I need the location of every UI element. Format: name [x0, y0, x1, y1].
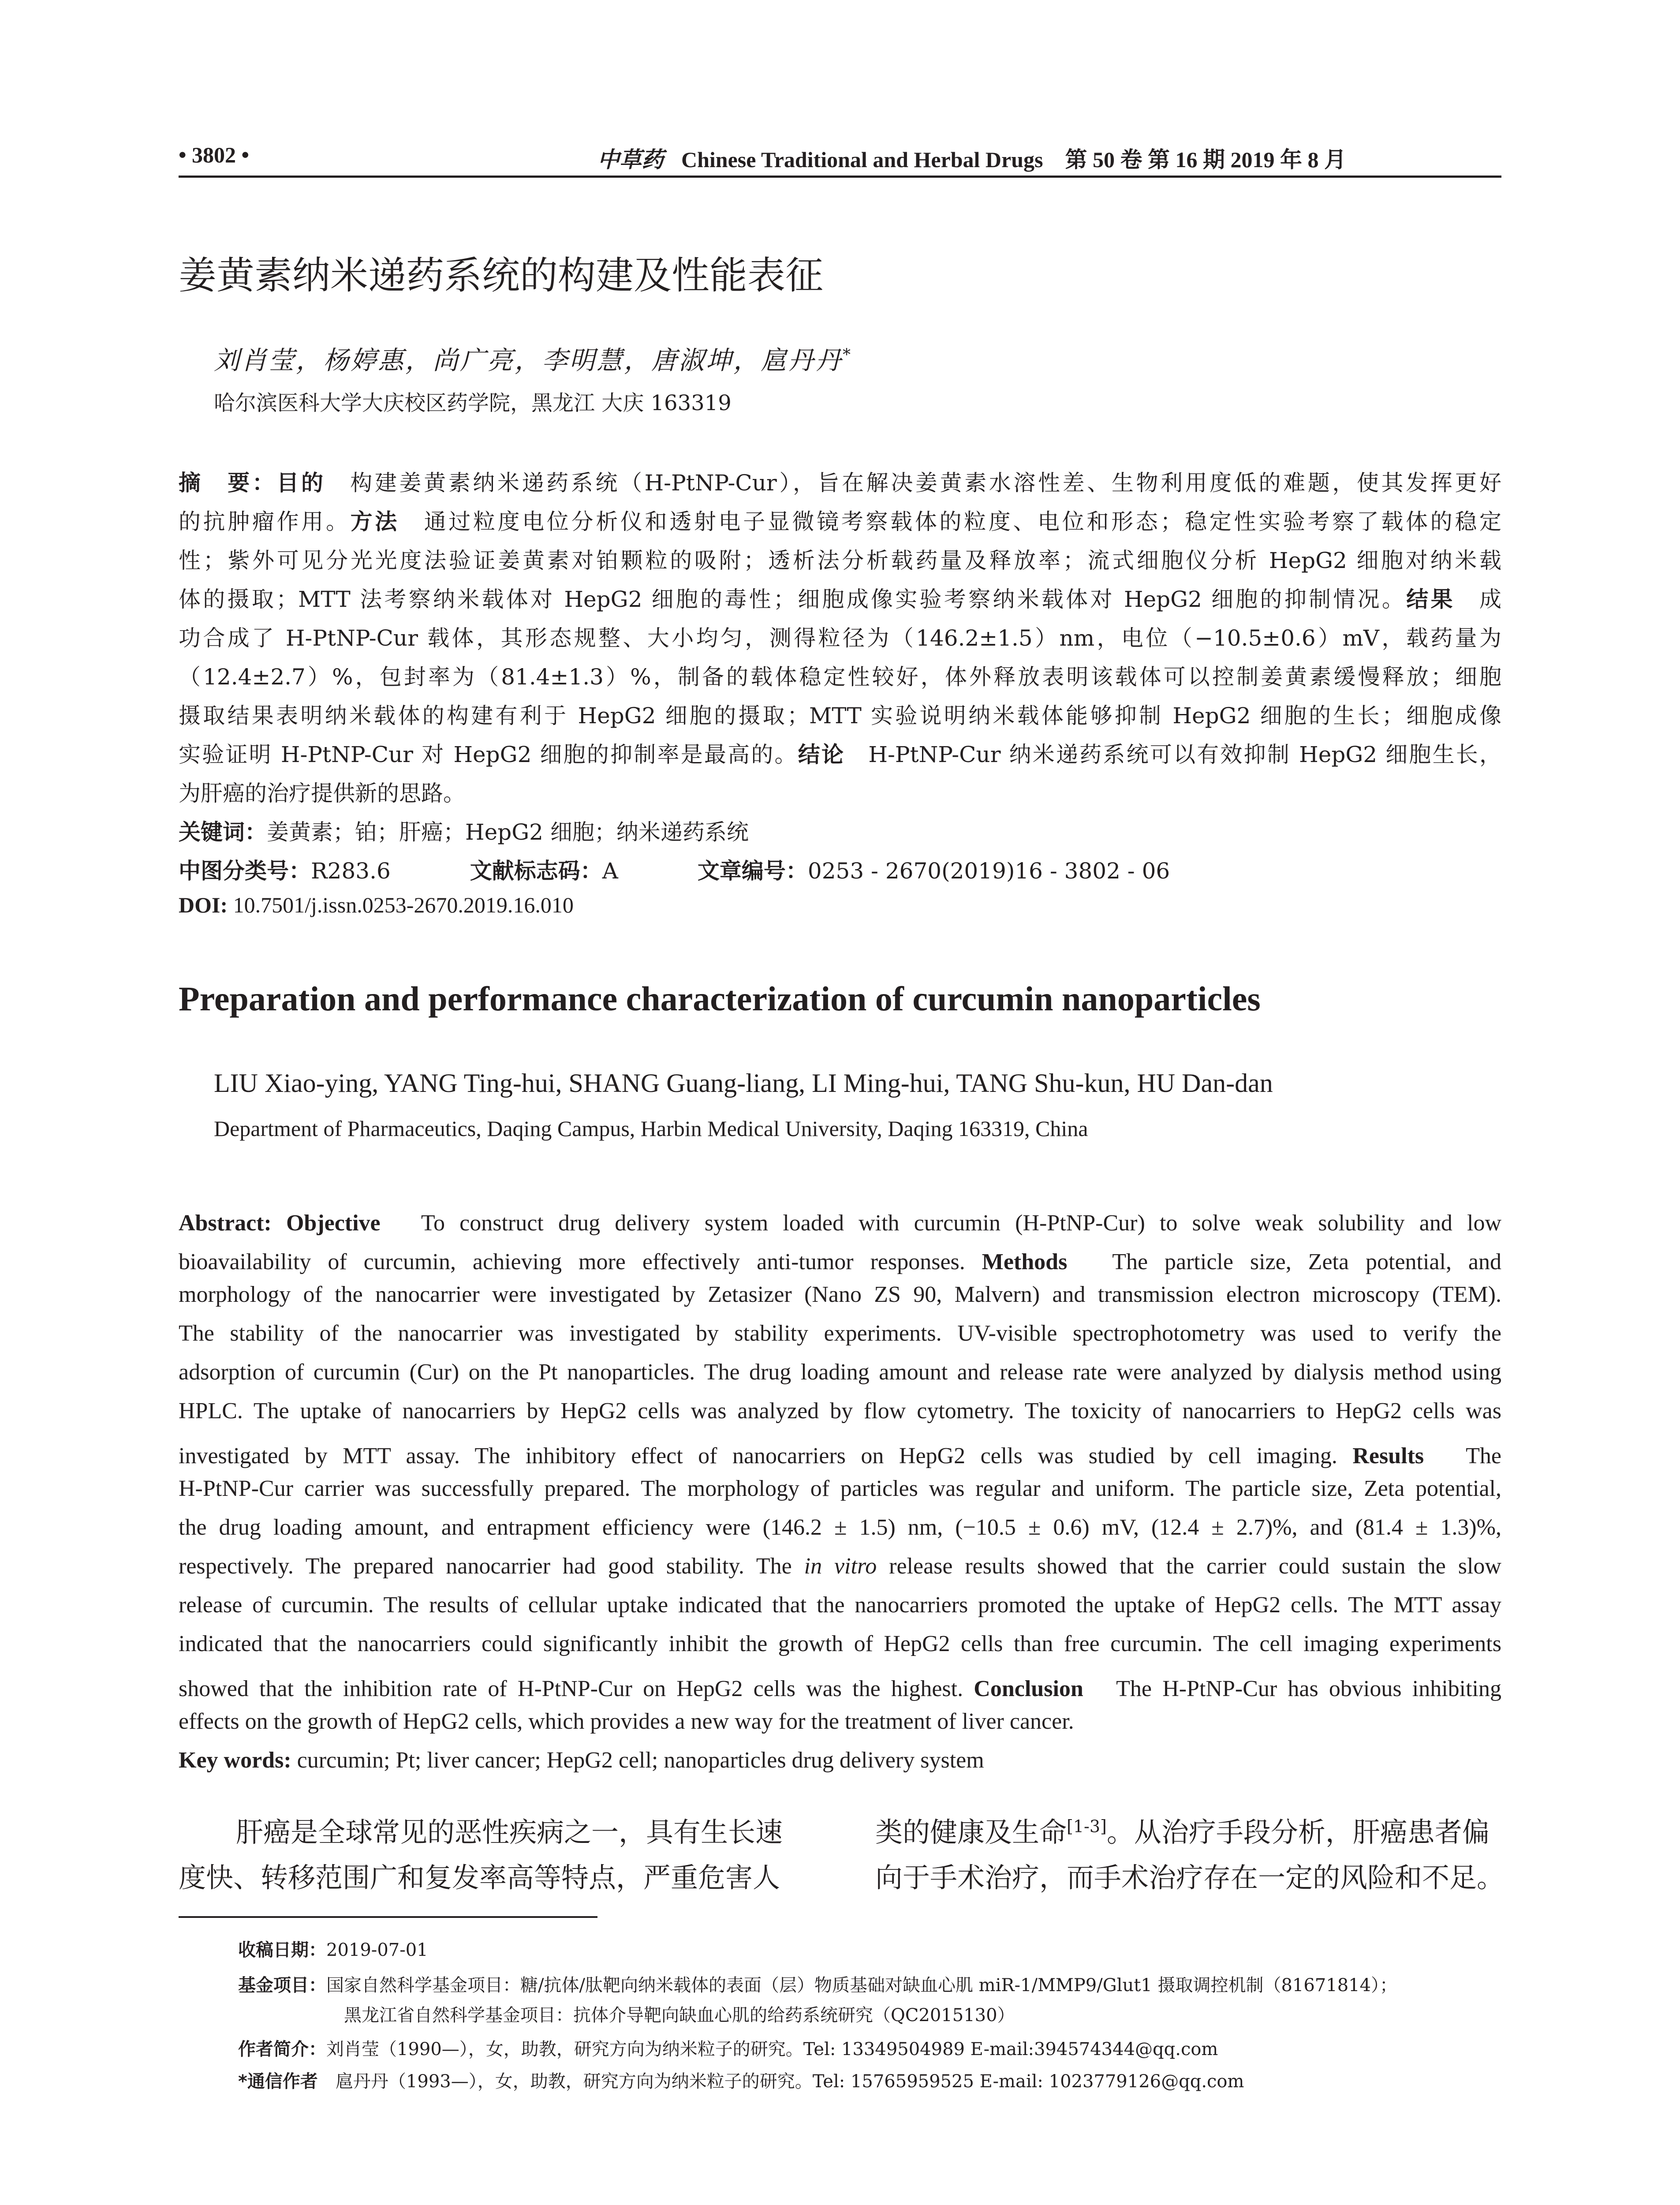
- footnote-received: 收稿日期：2019-07-01: [238, 1940, 428, 1960]
- corresponding-mark: *: [843, 346, 853, 364]
- abstract-en-line: bioavailability of curcumin, achieving more effectively anti-tumor responses. Methods The particle size, Zeta potential, and: [179, 1249, 1501, 1274]
- abstract-cn-line: 功合成了 H-PtNP-Cur 载体，其形态规整、大小均匀，测得粒径为（146.2±1.5）nm，电位（−10.5±0.6）mV，载药量为: [179, 625, 1501, 651]
- conclusion-label-cn: 结论: [798, 742, 845, 767]
- abstract-cn-line: 的抗肿瘤作用。方法 通过粒度电位分析仪和透射电子显微镜考察载体的粒度、电位和形态；稳定性实验考察了载体的稳定: [179, 509, 1502, 534]
- keywords-cn-label: 关键词：: [179, 819, 267, 845]
- classification-line: 中图分类号：R283.6 文献标志码：A 文章编号：0253 - 2670(2019)16 - 3802 - 06: [179, 858, 1170, 884]
- methods-label-cn: 方法: [350, 509, 399, 534]
- body-right-line: 类的健康及生命[1-3]。从治疗手段分析，肝癌患者偏: [875, 1816, 1490, 1848]
- body-left-line: 肝癌是全球常见的恶性疾病之一，具有生长速: [236, 1816, 783, 1848]
- body-left-line: 度快、转移范围广和复发率高等特点，严重危害人: [179, 1861, 780, 1894]
- abstract-en-line: H-PtNP-Cur carrier was successfully prepared. The morphology of particles was regular and uniform. The particle size, Zeta potential,: [179, 1476, 1501, 1501]
- abstract-cn-line: 为肝癌的治疗提供新的思路。: [179, 781, 465, 806]
- abstract-en-line: effects on the growth of HepG2 cells, which provides a new way for the treatment of liver cancer.: [179, 1709, 1074, 1734]
- abstract-en-line: The stability of the nanocarrier was investigated by stability experiments. UV-visible spectrophotometry was used to verify the: [179, 1321, 1501, 1346]
- body-right-line: 向于手术治疗，而手术治疗存在一定的风险和不足。: [875, 1861, 1505, 1894]
- running-header: [179, 132, 1501, 172]
- keywords-en: Key words: curcumin; Pt; liver cancer; HepG2 cell; nanoparticles drug delivery system: [179, 1748, 984, 1773]
- in-vitro-italic: in vitro: [804, 1554, 877, 1579]
- affiliation-cn: 哈尔滨医科大学大庆校区药学院，黑龙江 大庆 163319: [214, 391, 732, 415]
- abstract-en-line: investigated by MTT assay. The inhibitory effect of nanocarriers on HepG2 cells was studied by cell imaging. Results The: [179, 1443, 1501, 1469]
- results-label-en: Results: [1352, 1443, 1424, 1469]
- abstract-cn-line: （12.4±2.7）%，包封率为（81.4±1.3）%，制备的载体稳定性较好，体外释放表明该载体可以控制姜黄素缓慢释放；细胞: [179, 664, 1501, 690]
- affiliation-en: Department of Pharmaceutics, Daqing Campus, Harbin Medical University, Daqing 163319, China: [214, 1116, 1088, 1141]
- keywords-en-label: Key words:: [179, 1748, 291, 1773]
- abstract-en-line: showed that the inhibition rate of H-PtNP-Cur on HepG2 cells was the highest. Conclusion The H-PtNP-Cur has obvious inhibiting: [179, 1676, 1501, 1701]
- keywords-cn: 关键词：姜黄素；铂；肝癌；HepG2 细胞；纳米递药系统: [179, 819, 749, 845]
- journal-seal: 中草药: [597, 147, 664, 172]
- footnote-fund: 基金项目：国家自然科学基金项目：糖/抗体/肽靶向纳米载体的表面（层）物质基础对缺血心肌 miR-1/MMP9/Glut1 摄取调控机制（81671814）；: [238, 1975, 1398, 1996]
- authors-en: LIU Xiao-ying, YANG Ting-hui, SHANG Guang-liang, LI Ming-hui, TANG Shu-kun, HU Dan-dan: [214, 1069, 1273, 1098]
- abstract-cn-line: 摘 要：目的 构建姜黄素纳米递药系统（H-PtNP-Cur），旨在解决姜黄素水溶性差、生物利用度低的难题，使其发挥更好: [179, 470, 1501, 496]
- abstract-cn-line: 摄取结果表明纳米载体的构建有利于 HepG2 细胞的摄取；MTT 实验说明纳米载体能够抑制 HepG2 细胞的生长；细胞成像: [179, 703, 1501, 729]
- abstract-en-line: HPLC. The uptake of nanocarriers by HepG2 cells was analyzed by flow cytometry. The toxicity of nanocarriers to HepG2 cells was: [179, 1398, 1501, 1424]
- authors-cn-names: 刘肖莹，杨婷惠，尚广亮，李明慧，唐淑坤，扈丹丹: [214, 345, 843, 375]
- page-number: • 3802 •: [179, 142, 250, 167]
- abstract-cn-line: 体的摄取；MTT 法考察纳米载体对 HepG2 细胞的毒性；细胞成像实验考察纳米载体对 HepG2 细胞的抑制情况。结果 成: [179, 587, 1502, 612]
- abstract-en-label: Abstract:: [179, 1211, 272, 1236]
- abstract-en-line: Abstract: Objective To construct drug delivery system loaded with curcumin (H-PtNP-Cur) to solve weak solubility and low: [179, 1211, 1501, 1236]
- abstract-en-line: respectively. The prepared nanocarrier had good stability. The in vitro release results showed that the carrier could sustain the slow: [179, 1554, 1501, 1579]
- abstract-en-line: adsorption of curcumin (Cur) on the Pt nanoparticles. The drug loading amount and release rate were analyzed by dialysis method using: [179, 1360, 1501, 1385]
- abstract-en-line: the drug loading amount, and entrapment efficiency were (146.2 ± 1.5) nm, (−10.5 ± 0.6) mV, (12.4 ± 2.7)%, and (81.4 ± 1.3)%,: [179, 1515, 1501, 1540]
- reference-marker: [1-3]: [1067, 1816, 1107, 1836]
- results-label-cn: 结果: [1406, 587, 1455, 612]
- journal-info: [597, 142, 1346, 174]
- methods-label-en: Methods: [982, 1249, 1068, 1274]
- abstract-en-line: morphology of the nanocarrier were investigated by Zetasizer (Nano ZS 90, Malvern) and transmission electron microscopy (TEM).: [179, 1282, 1501, 1307]
- abstract-en-line: indicated that the nanocarriers could significantly inhibit the growth of HepG2 cells than free curcumin. The cell imaging experiments: [179, 1631, 1501, 1656]
- doi-line: [179, 892, 574, 918]
- conclusion-label-en: Conclusion: [974, 1676, 1083, 1701]
- authors-cn: [214, 340, 852, 377]
- footnote-rule: [179, 1916, 597, 1918]
- header-rule: [179, 176, 1501, 178]
- title-en: Preparation and performance characterization of curcumin nanoparticles: [179, 979, 1261, 1018]
- footnote-fund-line2: 黑龙江省自然科学基金项目：抗体介导靶向缺血心肌的给药系统研究（QC2015130）: [344, 2005, 1015, 2026]
- footnote-corresponding: *通信作者 扈丹丹（1993—），女，助教，研究方向为纳米粒子的研究。Tel: 15765959525 E-mail: 1023779126@qq.com: [238, 2071, 1244, 2092]
- objective-label-cn: 目的: [276, 470, 326, 496]
- doi-label: DOI:: [179, 893, 228, 917]
- abstract-cn-label: 摘 要：: [179, 470, 277, 496]
- footnote-author: 作者简介：刘肖莹（1990—），女，助教，研究方向为纳米粒子的研究。Tel: 13349504989 E-mail:394574344@qq.com: [238, 2039, 1218, 2059]
- abstract-en-line: release of curcumin. The results of cellular uptake indicated that the nanocarriers promoted the uptake of HepG2 cells. The MTT assay: [179, 1592, 1501, 1618]
- abstract-cn-line: 实验证明 H-PtNP-Cur 对 HepG2 细胞的抑制率是最高的。结论 H-PtNP-Cur 纳米递药系统可以有效抑制 HepG2 细胞生长，: [179, 742, 1501, 767]
- objective-label-en: Objective: [286, 1211, 381, 1236]
- doi-value: 10.7501/j.issn.0253-2670.2019.16.010: [233, 893, 574, 917]
- journal-line: Chinese Traditional and Herbal Drugs 第 50 卷 第 16 期 2019 年 8 月: [681, 147, 1346, 172]
- abstract-cn-line: 性；紫外可见分光光度法验证姜黄素对铂颗粒的吸附；透析法分析载药量及释放率；流式细胞仪分析 HepG2 细胞对纳米载: [179, 548, 1501, 573]
- title-cn: 姜黄素纳米递药系统的构建及性能表征: [179, 254, 823, 298]
